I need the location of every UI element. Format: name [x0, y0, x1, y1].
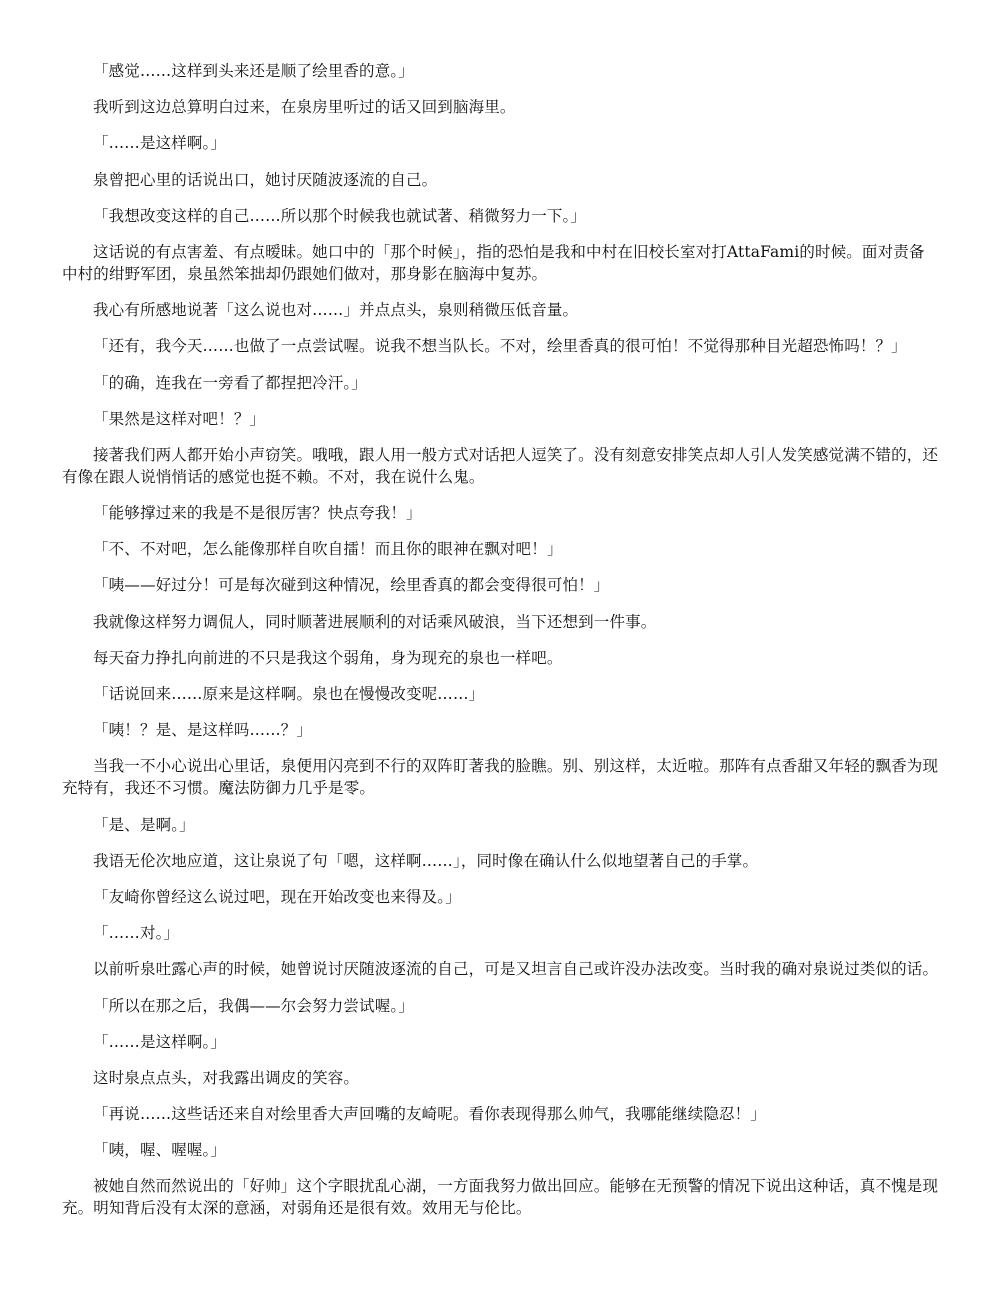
paragraph: 「咦，喔、喔喔。」 [93, 1141, 227, 1160]
paragraph: 「咦——好过分！可是每次碰到这种情况，绘里香真的都会变得很可怕！」 [93, 576, 610, 595]
paragraph: 「话说回来……原来是这样啊。泉也在慢慢改变呢……」 [93, 685, 485, 703]
paragraph: 「所以在那之后，我偶——尔会努力尝试喔。」 [93, 996, 414, 1015]
paragraph: 「是、是啊。」 [93, 815, 195, 834]
paragraph: 「友崎你曾经这么说过吧，现在开始改变也来得及。」 [93, 887, 461, 906]
paragraph: 「……是这样啊。」 [93, 134, 227, 153]
paragraph: 我语无伦次地应道，这让泉说了句「嗯，这样啊……」，同时像在确认什么似地望著自己的手掌。 [93, 851, 759, 870]
paragraph: 这时泉点点头，对我露出调皮的笑容。 [93, 1068, 360, 1087]
paragraph: 泉曾把心里的话说出口，她讨厌随波逐流的自己。 [93, 170, 438, 189]
paragraph: 我就像这样努力调侃人，同时顺著进展顺利的对话乘风破浪，当下还想到一件事。 [93, 612, 657, 631]
paragraph: 「能够撑过来的我是不是很厉害？快点夸我！」 [93, 504, 422, 523]
paragraph: 「还有，我今天……也做了一点尝试喔。说我不想当队长。不对，绘里香真的很可怕！不觉得那种目光超恐怖吗！？」 [93, 337, 907, 356]
paragraph: 「我想改变这样的自己……所以那个时候我也就试著、稍微努力一下。」 [93, 206, 587, 225]
paragraph: 被她自然而然说出的「好帅」这个字眼扰乱心湖，一方面我努力做出回应。能够在无预警的情况下说出这种话，真不愧是现充。明知背后没有太深的意涵，对弱角还是很有效。效用无与伦比。 [62, 1177, 939, 1218]
paragraph: 「不、不对吧，怎么能像那样自吹自擂！而且你的眼神在飘对吧！」 [93, 540, 563, 559]
paragraph: 当我一不小心说出心里话，泉便用闪亮到不行的双阵盯著我的脸瞧。别、别这样，太近啦。那阵有点香甜又年轻的飘香为现充特有，我还不习惯。魔法防御力几乎是零。 [62, 757, 939, 798]
paragraph: 接著我们两人都开始小声窃笑。哦哦，跟人用一般方式对话把人逗笑了。没有刻意安排笑点却人引人发笑感觉满不错的，还有像在跟人说悄悄话的感觉也挺不赖。不对，我在说什么鬼。 [62, 445, 939, 486]
paragraph: 「再说……这些话还来自对绘里香大声回嘴的友崎呢。看你表现得那么帅气，我哪能继续隐忍！」 [93, 1105, 766, 1124]
paragraph: 「的确，连我在一旁看了都捏把冷汗。」 [93, 373, 367, 392]
paragraph: 我心有所感地说著「这么说也对……」并点点头，泉则稍微压低音量。 [93, 301, 579, 320]
paragraph: 「……对。」 [93, 924, 180, 943]
paragraph: 「咦！？是、是这样吗……？」 [93, 721, 313, 740]
paragraph: 这话说的有点害羞、有点暧昧。她口中的「那个时候」，指的恐怕是我和中村在旧校长室对打AttaFami的时候。面对责备中村的绀野军团，泉虽然笨拙却仍跟她们做对，那身影在脑海中复苏。 [62, 242, 925, 283]
paragraph: 「……是这样啊。」 [93, 1032, 227, 1051]
paragraph: 每天奋力挣扎向前进的不只是我这个弱角，身为现充的泉也一样吧。 [93, 648, 563, 667]
paragraph: 「果然是这样对吧！？」 [93, 409, 266, 428]
paragraph: 「感觉……这样到头来还是顺了绘里香的意。」 [93, 62, 414, 80]
paragraph: 以前听泉吐露心声的时候，她曾说讨厌随波逐流的自己，可是又坦言自己或许没办法改变。当时我的确对泉说过类似的话。 [93, 960, 939, 979]
paragraph: 我听到这边总算明白过来，在泉房里听过的话又回到脑海里。 [93, 98, 516, 117]
